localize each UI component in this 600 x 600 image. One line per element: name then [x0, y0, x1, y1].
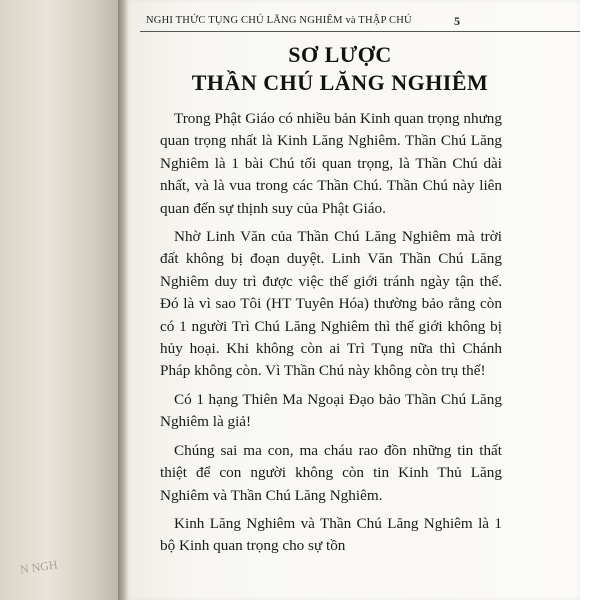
paragraph-5: Kinh Lăng Nghiêm và Thần Chú Lăng Nghiêm là 1 bộ Kinh quan trọng cho sự tồn [160, 514, 502, 555]
page-number: 5 [454, 14, 460, 28]
running-header [140, 15, 580, 32]
page-edge [580, 0, 600, 600]
running-header-title: NGHI THỨC TỤNG CHÚ LĂNG NGHIÊM và THẬP CHÚ [146, 15, 412, 26]
paragraph-3: Có 1 hạng Thiên Ma Ngoại Đạo bảo Thần Chú Lăng Nghiêm là giả! [160, 390, 502, 431]
left-page [0, 0, 118, 600]
book-spine [118, 0, 128, 600]
paragraph-1: Trong Phật Giáo có nhiều bản Kinh quan trọng nhưng quan trọng nhất là Kinh Lăng Nghiêm. Thần Chú Lăng Nghiêm là 1 bài Chú tối quan trọng, là Thần Chú dài nhất, và là vua trong các Thần Chú. Thần Chú này liên quan đến sự thịnh suy của Phật Giáo. [160, 110, 502, 217]
body-text [160, 108, 502, 564]
paragraph-2: Nhờ Linh Văn của Thần Chú Lăng Nghiêm mà trời đất không bị đoạn duyệt. Linh Văn Thần Chú Lăng Nghiêm duy trì được việc thế giới tránh ngày tận thế. Đó là vì sao Tôi (HT Tuyên Hóa) thường bảo rằng còn có 1 người Trì Chú Lăng Nghiêm thì thế giới không bị hủy hoại. Khi không còn ai Trì Tụng nữa thì Chánh Pháp không còn. Vì Thần Chú này không còn trụ thế! [160, 228, 502, 380]
section-heading-line-2: THẦN CHÚ LĂNG NGHIÊM [191, 70, 489, 95]
paragraph-4: Chúng sai ma con, ma cháu rao đồn những tin thất thiệt để con người không còn tin Kinh Thủ Lăng Nghiêm và Thần Chú Lăng Nghiêm. [160, 441, 502, 504]
section-heading-line-1: SƠ LƯỢC [288, 42, 392, 67]
left-page-text-fragment: N NGH [19, 557, 59, 577]
